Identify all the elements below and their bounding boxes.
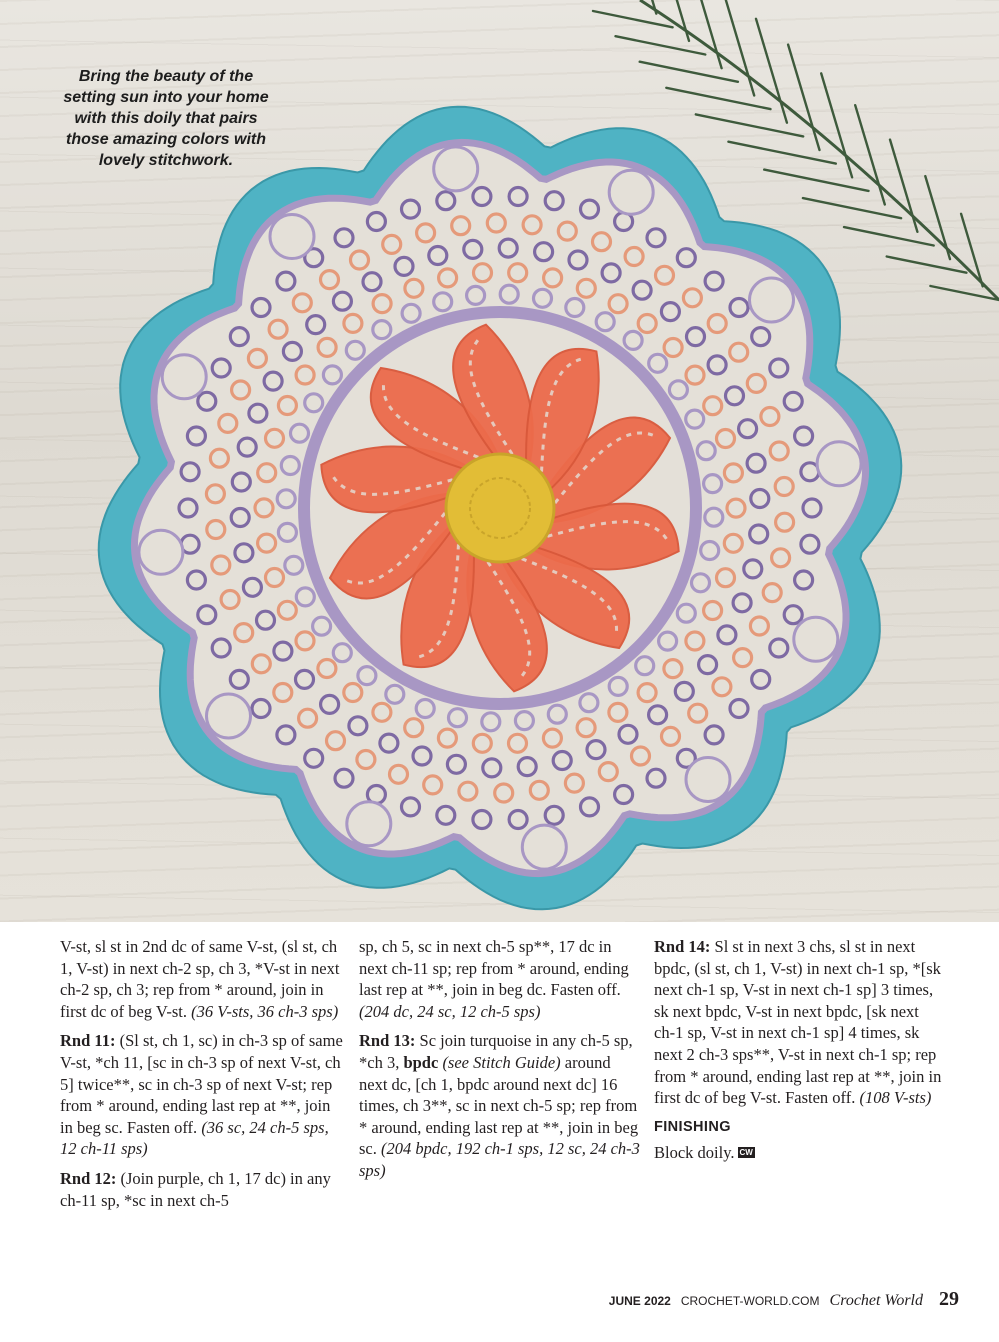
palm-leaflet [666, 88, 770, 109]
round-label: Rnd 12: [60, 1168, 117, 1188]
palm-leaflet [764, 170, 868, 191]
scallop-opening [162, 355, 206, 399]
page-footer [609, 1288, 959, 1312]
paragraph-finishing [654, 1142, 944, 1164]
round-label: Rnd 11: [60, 1031, 116, 1051]
doily [99, 107, 902, 910]
paragraph-rnd-11 [60, 1030, 343, 1160]
paragraph-rnd-12-cont [359, 936, 642, 1022]
palm-leaflet [640, 62, 738, 82]
instruction-text: V-st, sl st in 2nd dc of same V-st, (sl st, ch 1, V-st) in next ch-2 sp, ch 3, *V-st in next ch-2 sp, ch 3; rep from * around, join in first dc of beg V-st. [60, 937, 340, 1021]
instruction-text: Sl st in next 3 chs, sl st in next bpdc, (sl st, ch 1, V-st) in next ch-1 sp, *[sk next ch-1 sp, V-st in next ch-1 sp] 3 times, sk next bpdc, V-st in next bpdc, [sk next ch-1 sp, V-st in next ch-1 sp] 4 times, sk next 2 ch-3 sps**, V-st in next ch-1 sp; rep from * around, ending last rep at **, join in first dc of beg V-st. Fasten off. [654, 937, 942, 1108]
palm-leaflet [925, 176, 950, 259]
palm-leaflet [961, 214, 983, 287]
instruction-text: (Join purple, ch 1, 17 dc) in any ch-11 sp, *sc in next ch-5 [60, 1168, 331, 1210]
scallop-opening [817, 442, 861, 486]
paragraph-rnd-10-cont [60, 936, 343, 1022]
stitch-count: (204 bpdc, 192 ch-1 sps, 12 sc, 24 ch-3 sps) [359, 1139, 640, 1180]
scallop-opening [270, 215, 314, 259]
magazine-name: Crochet World [829, 1292, 923, 1309]
instruction-text: Sc join turquoise in any ch-5 sp, *ch 3, [359, 1031, 633, 1072]
instruction-text: sp, ch 5, sc in next ch-5 sp**, 17 dc in next ch-11 sp; rep from * around, ending last rep at **, join in beg dc. Fasten off. [359, 937, 629, 1000]
stitch-count: (36 V-sts, 36 ch-3 sps) [191, 1001, 339, 1021]
stitch-guide-ref: (see Stitch Guide) [438, 1052, 561, 1072]
round-label: Rnd 13: [359, 1031, 416, 1051]
text-column-3 [654, 936, 944, 1172]
palm-leaflet [616, 36, 706, 54]
stitch-count: (36 sc, 24 ch-5 sps, 12 ch-11 sps) [60, 1117, 329, 1159]
instruction-text: Block doily. [654, 1143, 735, 1163]
palm-leaflet [728, 142, 835, 164]
end-mark-icon: CW [739, 1148, 753, 1158]
scallop-opening [139, 530, 183, 574]
website: CROCHET-WORLD.COM [680, 1294, 820, 1308]
instruction-text: (Sl st, ch 1, sc) in ch-3 sp of same V-st, *ch 11, [sc in ch-3 sp of next V-st, ch 5] twice**, sc in ch-3 sp of next V-st; rep from * around, ending last rep at **, join in beg sc. Fasten off. [60, 1031, 343, 1137]
palm-leaflet [664, 0, 689, 41]
page-number: 29 [939, 1288, 959, 1310]
stitch-count: (204 dc, 24 sc, 12 ch-5 sps) [359, 1001, 541, 1021]
paragraph-rnd-13 [359, 1030, 642, 1181]
stitch-term: bpdc [403, 1052, 439, 1072]
palm-leaflet [803, 198, 901, 218]
scallop-opening [434, 147, 478, 191]
scallop-opening [609, 170, 653, 214]
scallop-opening [750, 278, 794, 322]
palm-leaflet [694, 0, 721, 68]
photo-caption: Bring the beauty of the setting sun into your home with this doily that pairs those amazing colors with lovely stitchwork. [63, 68, 269, 169]
palm-leaflet [844, 227, 934, 245]
paragraph-rnd-12 [60, 1168, 343, 1211]
scallop-opening [207, 694, 251, 738]
yellow-center [446, 454, 554, 562]
scallop-opening [794, 617, 838, 661]
palm-leaflet [696, 114, 803, 136]
round-label: Rnd 14: [654, 937, 711, 956]
text-column-2 [359, 936, 642, 1190]
scallop-opening [522, 825, 566, 869]
text-column-1 [60, 936, 343, 1219]
scallop-opening [686, 758, 730, 802]
issue-date: JUNE 2022 [608, 1294, 671, 1308]
palm-leaflet [887, 257, 967, 273]
scallop-opening [347, 802, 391, 846]
instruction-text: around next dc, [ch 1, bpdc around next dc] 16 times, ch 3**, sc in next ch-5 sp; rep from * around, ending last rep at **, join in beg sc. [359, 1052, 639, 1159]
finishing-heading: FINISHING [654, 1118, 731, 1135]
paragraph-rnd-14 [654, 936, 944, 1109]
stitch-count: (108 V-sts) [859, 1088, 932, 1108]
